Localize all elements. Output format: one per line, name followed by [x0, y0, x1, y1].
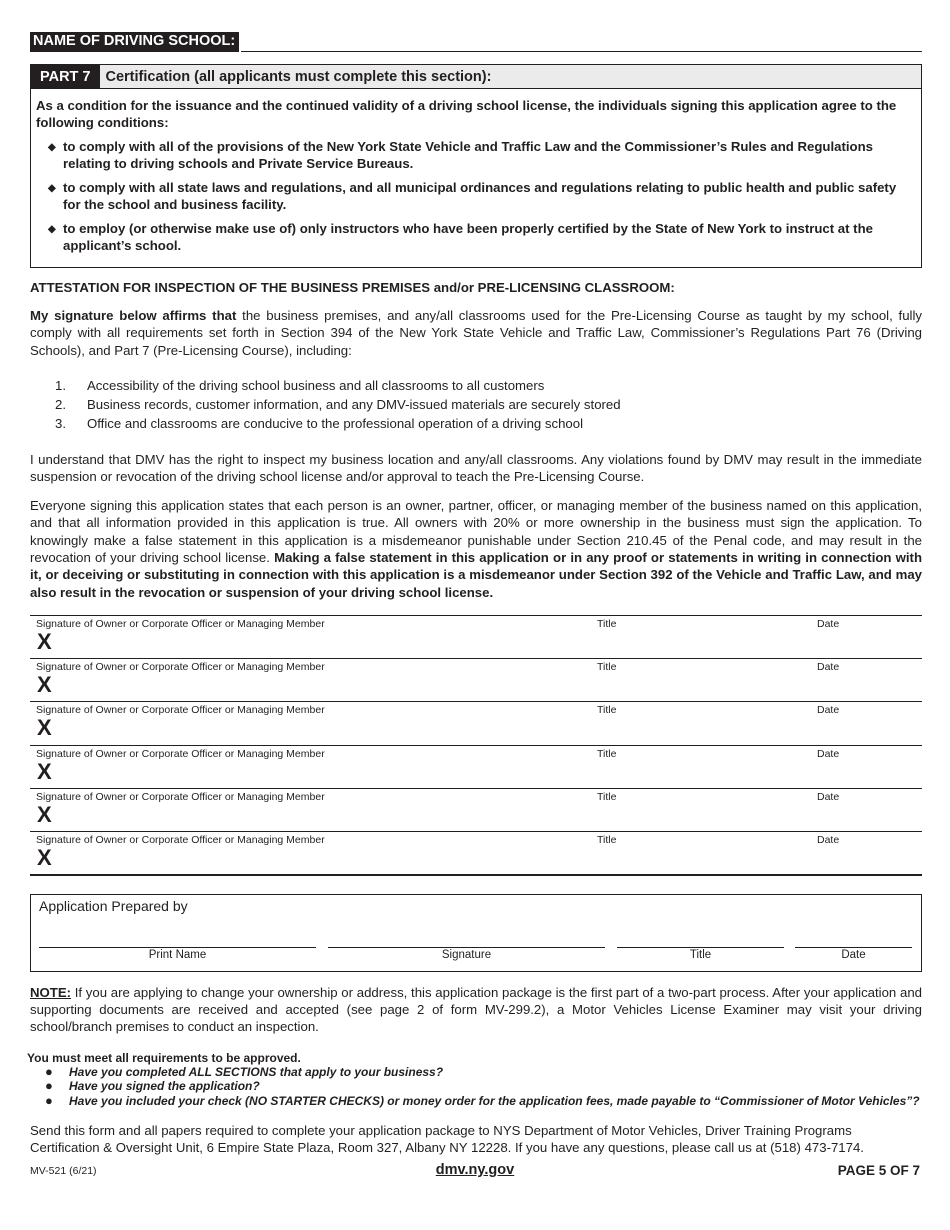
conditions-box — [30, 89, 922, 268]
bullet-icon: ● — [45, 1092, 53, 1108]
list-item-text: Accessibility of the driving school business and all classrooms to all customers — [87, 377, 545, 393]
inspection-paragraph: I understand that DMV has the right to inspect my business location and any/all classrooms. Any violations found by DMV may result in the immediate suspension or revocation of the driving school license and/or approval to teach the Pre-Licensing Course. — [30, 451, 922, 484]
list-item — [45, 1079, 922, 1094]
list-item — [45, 1094, 922, 1109]
attestation-title: ATTESTATION FOR INSPECTION OF THE BUSINESS PREMISES and/or PRE-LICENSING CLASSROOM: — [30, 280, 675, 295]
ownership-paragraph — [30, 497, 922, 601]
list-item-text: Have you signed the application? — [69, 1079, 260, 1094]
prepared-by-box — [30, 894, 922, 972]
attestation-paragraph — [30, 307, 922, 359]
list-number: 2. — [55, 397, 66, 413]
school-name-row — [30, 30, 922, 52]
attestation-list — [55, 376, 922, 434]
list-item-text: to comply with all state laws and regulations, and all municipal ordinances and regulations relating to public health and public safety for the school and business facility. — [63, 180, 897, 212]
title-label: Title — [597, 661, 617, 674]
list-item — [36, 220, 916, 254]
title-label: Title — [597, 704, 617, 717]
requirements-list — [45, 1065, 922, 1109]
signature-label: Signature of Owner or Corporate Officer or Managing Member — [36, 617, 325, 630]
date-label: Date — [817, 791, 840, 804]
list-item — [36, 138, 916, 172]
title-label: Title — [597, 791, 617, 804]
print-name-field[interactable]: Print Name — [39, 947, 316, 961]
list-number: 3. — [55, 416, 66, 432]
signature-x-mark: X — [37, 672, 52, 698]
signature-x-mark: X — [37, 758, 52, 784]
list-item-text: Have you included your check (NO STARTER CHECKS) or money order for the application fees, made payable to “Commissioner of Motor Vehicles”? — [69, 1093, 920, 1108]
list-item — [55, 395, 922, 414]
list-item-text: Office and classrooms are conducive to the professional operation of a driving school — [87, 416, 584, 432]
date-label: Date — [817, 834, 840, 847]
attestation-lead: My signature below affirms that — [30, 308, 237, 323]
form-id: MV-521 (6/21) — [30, 1165, 97, 1177]
signature-row[interactable] — [30, 616, 922, 659]
title-label: Title — [597, 834, 617, 847]
signature-label: Signature of Owner or Corporate Officer or Managing Member — [36, 661, 325, 674]
list-number: 1. — [55, 377, 66, 393]
note-paragraph — [30, 984, 922, 1036]
school-name-field[interactable] — [241, 51, 922, 52]
signature-label: Signature of Owner or Corporate Officer or Managing Member — [36, 704, 325, 717]
signature-label: Signature of Owner or Corporate Officer or Managing Member — [36, 791, 325, 804]
signature-row[interactable] — [30, 746, 922, 789]
title-label: Title — [597, 747, 617, 760]
prepared-by-title: Application Prepared by — [39, 897, 188, 914]
form-page — [27, 30, 922, 1156]
conditions-intro: As a condition for the issuance and the continued validity of a driving school license, the individuals signing this application agree to the following conditions: — [36, 98, 897, 130]
diamond-bullet-icon: ◆ — [48, 183, 56, 194]
list-item-text: Business records, customer information, and any DMV-issued materials are securely stored — [87, 397, 621, 413]
list-item — [55, 376, 922, 395]
signature-x-mark: X — [37, 802, 52, 828]
title-label: Title — [597, 617, 617, 630]
list-item-text: Have you completed ALL SECTIONS that apply to your business? — [69, 1064, 444, 1079]
diamond-bullet-icon: ◆ — [48, 224, 56, 235]
date-label: Date — [817, 704, 840, 717]
list-item — [45, 1065, 922, 1080]
signature-label: Signature of Owner or Corporate Officer or Managing Member — [36, 834, 325, 847]
date-label: Date — [817, 747, 840, 760]
list-item — [36, 179, 916, 213]
date-field[interactable]: Date — [795, 947, 912, 961]
signature-row[interactable] — [30, 832, 922, 875]
signature-table — [30, 615, 922, 876]
part-header — [30, 64, 922, 89]
signature-row[interactable] — [30, 702, 922, 745]
page-footer — [30, 1162, 920, 1182]
date-label: Date — [817, 617, 840, 630]
bullet-icon: ● — [45, 1063, 53, 1079]
requirements-title: You must meet all requirements to be approved. — [27, 1050, 301, 1065]
list-item-text: to employ (or otherwise make use of) only instructors who have been properly certified by the State of New York to instruct at the applicant’s school. — [63, 221, 873, 253]
note-label: NOTE: — [30, 984, 72, 1000]
part-title: Certification (all applicants must complete this section): — [105, 68, 492, 85]
bullet-icon: ● — [45, 1078, 53, 1094]
diamond-bullet-icon: ◆ — [48, 142, 56, 153]
school-name-label: NAME OF DRIVING SCHOOL: — [30, 32, 239, 52]
page-number: PAGE 5 OF 7 — [837, 1163, 920, 1178]
conditions-list — [36, 138, 916, 254]
part-tag: PART 7 — [31, 65, 100, 88]
attestation-body: the business premises, and any/all classrooms used for the Pre-Licensing Course as taught by my school, fully comply with all requirements set forth in Section 394 of the New York State Vehicle and Traffic Law, Commissioner’s Regulations Part 76 (Driving Schools), and Part 7 (Pre-Licensing Course), including: — [30, 308, 922, 358]
date-label: Date — [817, 661, 840, 674]
signature-row[interactable] — [30, 659, 922, 702]
note-text: If you are applying to change your ownership or address, this application package is the first part of a two-part process. After your application and supporting documents are received and accepted (see page 2 of form MV-299.2), a Motor Vehicles License Examiner may visit your driving school/branch premises to conduct an inspection. — [30, 984, 922, 1035]
signature-row[interactable] — [30, 789, 922, 832]
signature-x-mark: X — [37, 628, 52, 654]
title-field[interactable]: Title — [617, 947, 784, 961]
list-item — [55, 414, 922, 433]
signature-x-mark: X — [37, 845, 52, 871]
signature-field[interactable]: Signature — [328, 947, 605, 961]
list-item-text: to comply with all of the provisions of the New York State Vehicle and Traffic Law and the Commissioner’s Rules and Regulations relating to driving schools and Private Service Bureaus. — [63, 139, 873, 171]
signature-x-mark: X — [37, 715, 52, 741]
website-link[interactable]: dmv.ny.gov — [435, 1162, 515, 1178]
ownership-text: Everyone signing this application states that each person is an owner, partner, officer, or managing member of the business named on this application, and that all information provided in this application is true. All owners with 20% or more ownership in the business must sign the application. To knowingly make a false statement in this application is a misdemeanor punishable under Section 210.45 of the Penal code, and may result in the revocation of your driving school license. — [30, 498, 922, 565]
mailing-instructions: Send this form and all papers required to complete your application package to NYS Department of Motor Vehicles, Driver Training Programs Certification & Oversight Unit, 6 Empire State Plaza, Room 327, Albany NY 12228. If you have any questions, please call us at (518) 473-7174. — [30, 1122, 864, 1155]
ownership-warning: Making a false statement in this application or in any proof or statements in writing in connection with it, or deceiving or substituting in connection with this application is a misdemeanor under Section 392 of the Vehicle and Traffic Law, and may also result in the revocation or suspension of your driving school license. — [30, 549, 922, 600]
signature-label: Signature of Owner or Corporate Officer or Managing Member — [36, 747, 325, 760]
